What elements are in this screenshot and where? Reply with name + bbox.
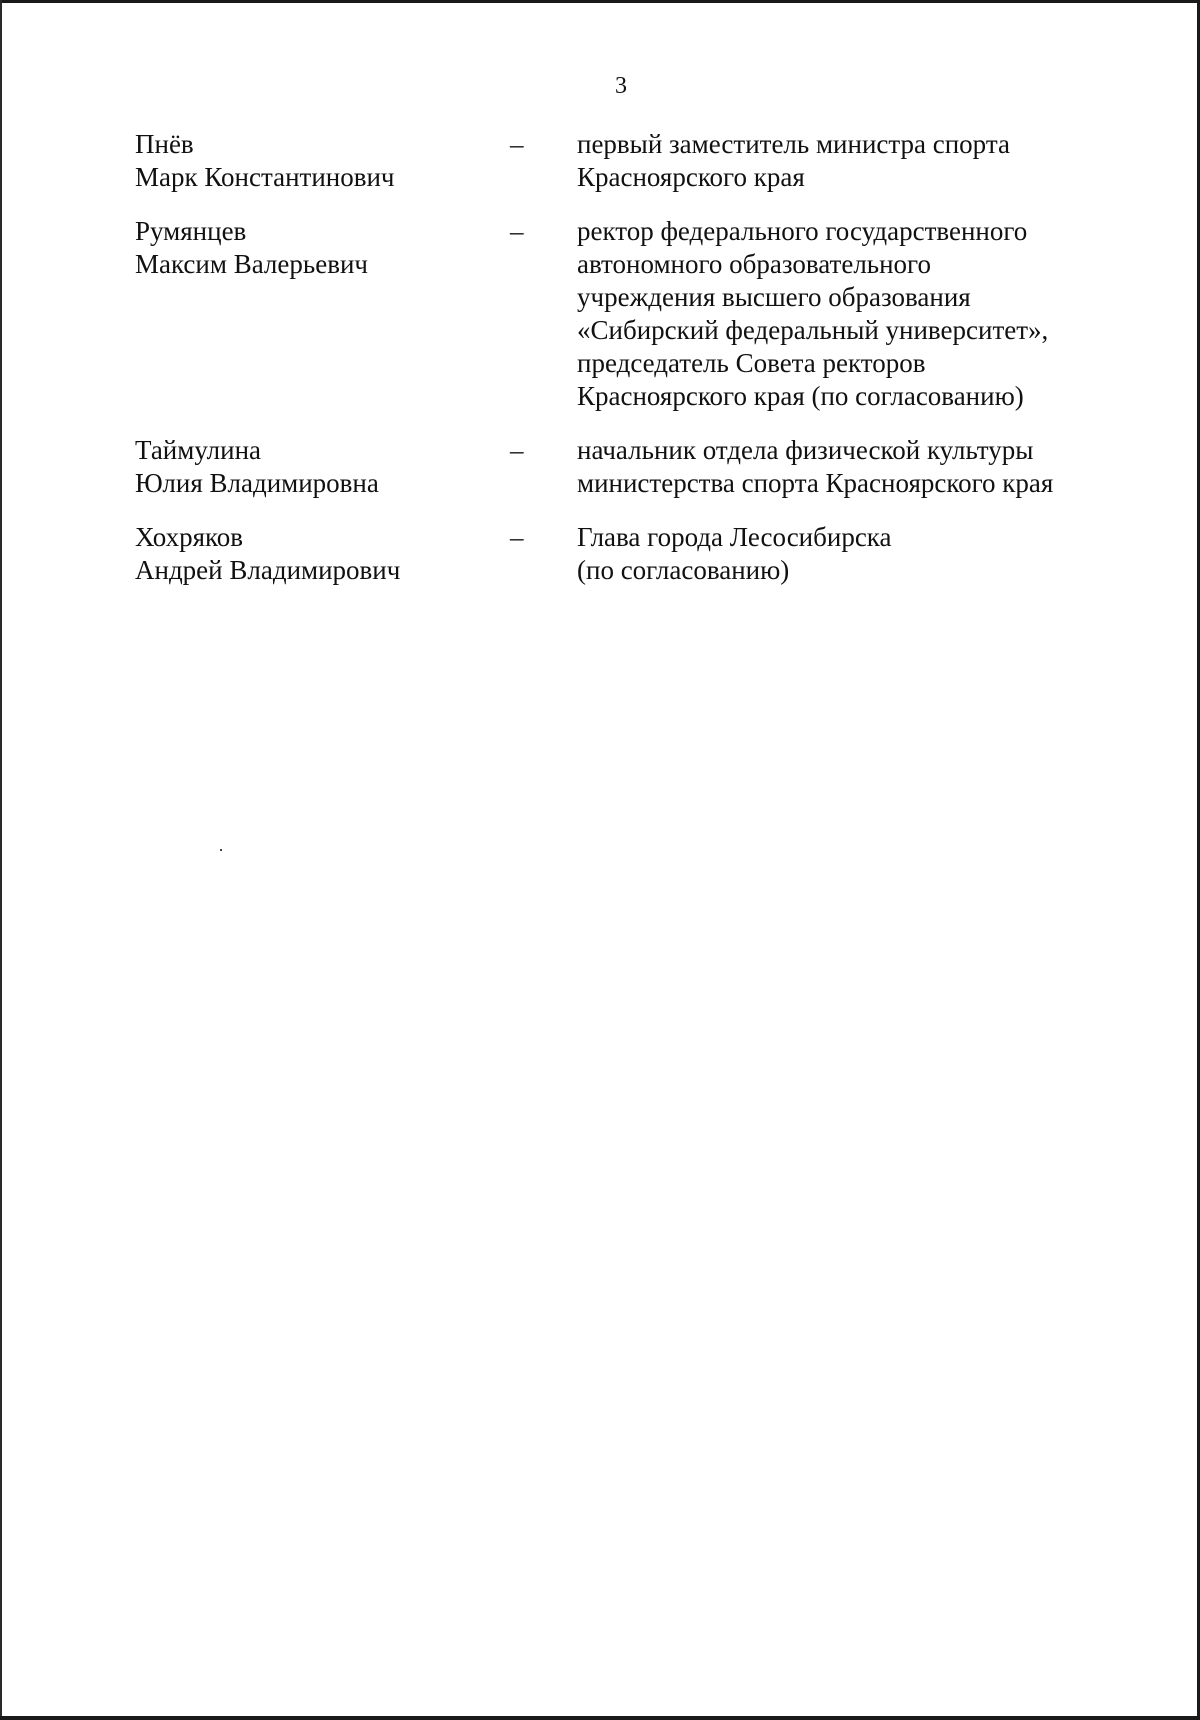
member-dash: – (510, 522, 524, 552)
page-number: 3 (615, 73, 627, 99)
scan-border-top (0, 0, 1200, 3)
member-row (135, 215, 1075, 413)
member-role: ректор федерального государственного автономного образовательного учреждения высшего образования «Сибирский федеральный университет», председатель Совета ректоров Красноярского края (по согласованию) (577, 216, 1049, 411)
member-given-names: Марк Константинович (135, 162, 395, 192)
member-name (135, 521, 510, 587)
member-surname: Пнёв (135, 129, 194, 159)
member-name (135, 434, 510, 500)
member-name (135, 215, 510, 413)
member-row (135, 521, 1075, 587)
member-list (135, 128, 1075, 608)
scan-border-bottom (0, 1716, 1200, 1720)
member-row (135, 128, 1075, 194)
member-surname: Хохряков (135, 522, 244, 552)
member-surname: Таймулина (135, 435, 262, 465)
member-role: первый заместитель министра спорта Красноярского края (577, 129, 1010, 192)
member-given-names: Максим Валерьевич (135, 249, 368, 279)
member-row (135, 434, 1075, 500)
member-given-names: Юлия Владимировна (135, 468, 379, 498)
member-role: начальник отдела физической культуры министерства спорта Красноярского края (577, 435, 1054, 498)
scan-speck (220, 849, 222, 851)
member-dash: – (510, 129, 524, 159)
member-name (135, 128, 510, 194)
member-role: Глава города Лесосибирска (по согласованию) (577, 522, 892, 585)
scan-border-left (0, 0, 2, 1720)
member-dash: – (510, 435, 524, 465)
member-dash: – (510, 216, 524, 246)
member-given-names: Андрей Владимирович (135, 555, 401, 585)
member-surname: Румянцев (135, 216, 247, 246)
